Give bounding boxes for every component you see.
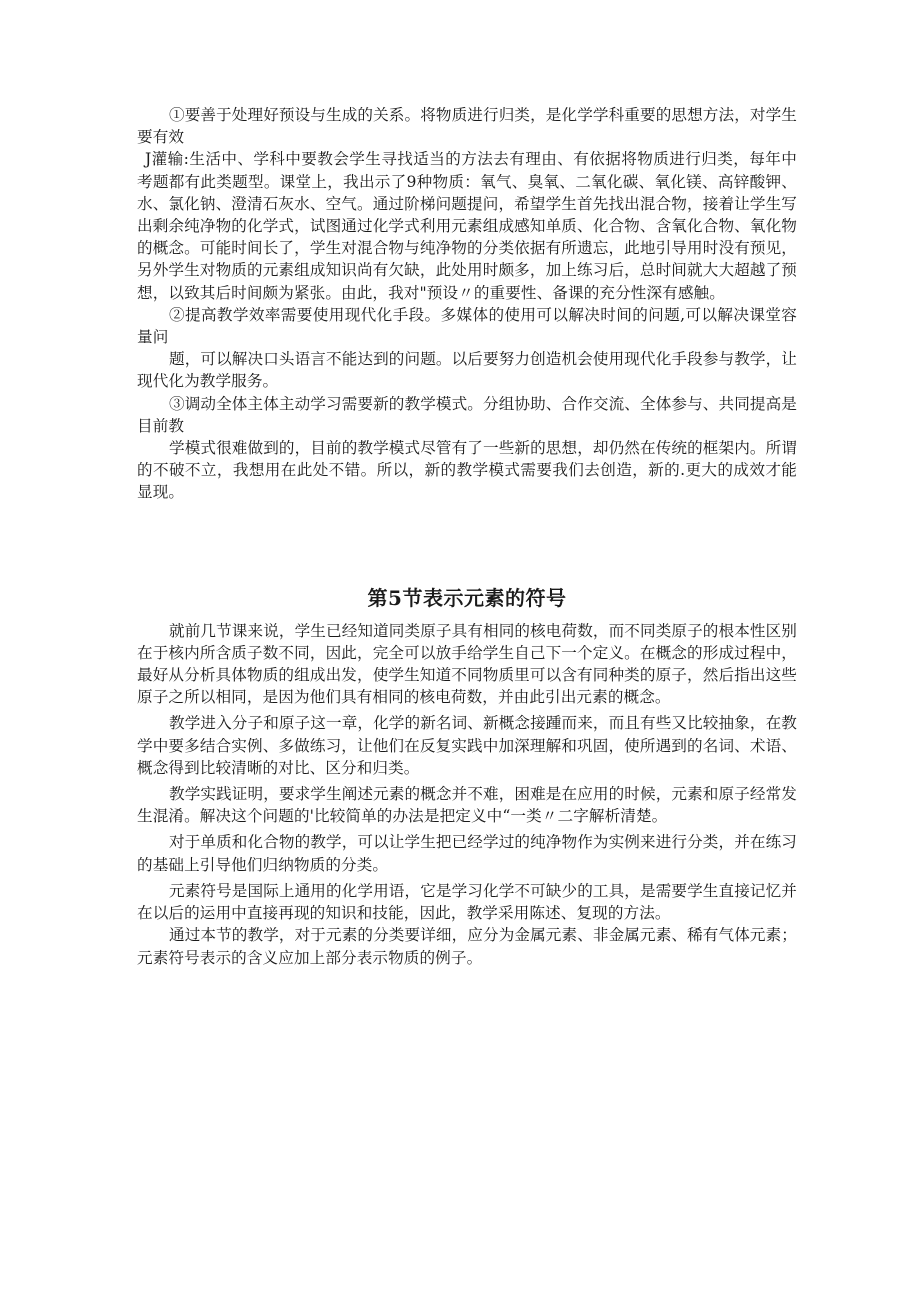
section-paragraph-2: 教学进入分子和原子这一章，化学的新名词、新概念接踵而来，而且有些又比较抽象，在教学中要多结合实例、多做练习，让他们在反复实践中加深理解和巩固，使所遇到的名词、术语、概念得到比较清晰的对比、区分和归类。 bbox=[137, 714, 797, 777]
section-paragraph-5: 元素符号是国际上通用的化学用语，它是学习化学不可缺少的工具，是需要学生直接记忆并在以后的运用中直接再现的知识和技能，因此，教学采用陈述、复现的方法。 bbox=[137, 881, 797, 923]
section-title: 第5节表示元素的符号 bbox=[367, 585, 567, 610]
section-paragraph-4: 对于单质和化合物的教学，可以让学生把已经学过的纯净物作为实例来进行分类，并在练习的基础上引导他们归纳物质的分类。 bbox=[137, 833, 797, 874]
reflection-paragraph-1: ①要善于处理好预设与生成的关系。将物质进行归类，是化学学科重要的思想方法，对学生要有效 bbox=[137, 106, 797, 147]
reflection-paragraph-5: ③调动全体主体主动学习需要新的教学模式。分组协助、合作交流、全体参与、共同提高是目前教 bbox=[137, 394, 797, 435]
reflection-paragraph-2: J灌输:生活中、学科中要教会学生寻找适当的方法去有理由、有依据将物质进行归类，每年中考题都有此类题型。课堂上，我出示了9种物质：氧气、臭氧、二氧化碳、氧化镁、高锌酸钾、水、氯化钠、澄清石灰水、空气。通过阶梯问题提问，希望学生首先找出混合物，接着让学生写出剩余纯净物的化学式，试图通过化学式利用元素组成感知单质、化合物、含氧化合物、氧化物的概念。可能时间长了，学生对混合物与纯净物的分类依据有所遗忘，此地引导用时没有预见，另外学生对物质的元素组成知识尚有欠缺，此处用时颇多，加上练习后，总时间就大大超越了预想，以致其后时间颇为紧张。由此，我对"预设〃的重要性、备课的充分性深有感触。 bbox=[137, 150, 797, 302]
reflection-paragraph-4: 题，可以解决口头语言不能达到的问题。以后要努力创造机会使用现代化手段参与教学，让现代化为教学服务。 bbox=[137, 350, 797, 391]
document-page bbox=[137, 104, 797, 969]
section-paragraph-1: 就前几节课来说，学生已经知道同类原子具有相同的核电荷数，而不同类原子的根本性区别在于核内所含质子数不同，因此，完全可以放手给学生自己下一个定义。在概念的形成过程中，最好从分析具体物质的组成出发，使学生知道不同物质里可以含有同种类的原子，然后指出这些原子之所以相同，是因为他们具有相同的核电荷数，并由此引出元素的概念。 bbox=[137, 621, 797, 707]
reflection-paragraph-3: ②提高教学效率需要使用现代化手段。多媒体的使用可以解决时间的问题,可以解决课堂容量问 bbox=[137, 305, 797, 347]
section-paragraph-6: 通过本节的教学，对于元素的分类要详细，应分为金属元素、非金属元素、稀有气体元素；元素符号表示的含义应加上部分表示物质的例子。 bbox=[137, 926, 797, 967]
reflection-paragraph-6: 学模式很难做到的，目前的教学模式尽管有了一些新的思想，却仍然在传统的框架内。所谓的不破不立，我想用在此处不错。所以，新的教学模式需要我们去创造，新的.更大的成效才能显现。 bbox=[137, 439, 797, 502]
section-paragraph-3: 教学实践证明，要求学生阐述元素的概念并不难，困难是在应用的时候，元素和原子经常发生混淆。解决这个问题的'比较简单的办法是把定义中“一类〃二字解析清楚。 bbox=[137, 785, 797, 826]
